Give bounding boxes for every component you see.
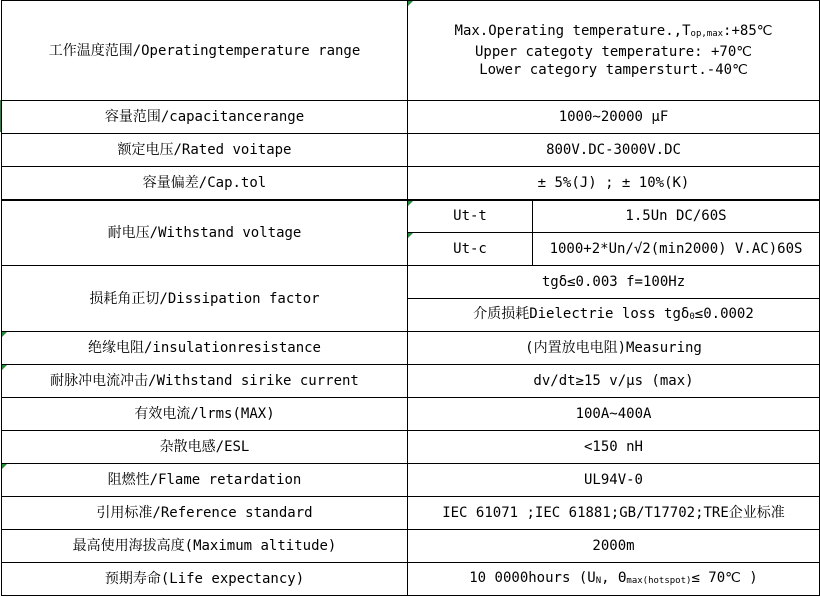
insulation-label[interactable]: 绝缘电阻/insulationresistance — [2, 332, 408, 365]
op-temp-value[interactable] — [408, 1, 820, 101]
dissipation-label[interactable]: 损耗角正切/Dissipation factor — [2, 266, 408, 332]
table-row — [2, 1, 820, 101]
op-temp-line2: Upper categoty temperature: +70℃ — [474, 44, 752, 60]
capacitance-value[interactable]: 1000~20000 μF — [408, 101, 820, 134]
withstand-ut-c-value[interactable]: 1000+2*Un/√2(min2000) V.AC)60S — [533, 233, 820, 266]
op-temp-label[interactable]: 工作温度范围/Operatingtemperature range — [2, 1, 408, 101]
table-row — [2, 530, 820, 563]
cap-tol-value[interactable]: ± 5%(J) ; ± 10%(K) — [408, 167, 820, 200]
cell-corner-marker — [408, 1, 413, 6]
rated-voltage-value[interactable]: 800V.DC-3000V.DC — [408, 134, 820, 167]
irms-value[interactable]: 100A~400A — [408, 398, 820, 431]
life-label[interactable]: 预期寿命(Life expectancy) — [2, 563, 408, 596]
cell-corner-marker — [2, 464, 7, 469]
life-value[interactable]: 10 0000hours ($U_N$, $\Theta_{max(hotspot)}\le$ 70℃ ) — [408, 563, 820, 596]
altitude-value[interactable]: 2000m — [408, 530, 820, 563]
cell-corner-marker — [2, 332, 7, 337]
withstand-ut-t-name[interactable]: Ut-t — [408, 200, 533, 233]
insulation-value[interactable]: (内置放电电阻)Measuring — [408, 332, 820, 365]
esl-label[interactable]: 杂散电感/ESL — [2, 431, 408, 464]
table-row — [2, 167, 820, 200]
reference-value[interactable]: IEC 61071 ;IEC 61881;GB/T17702;TRE企业标准 — [408, 497, 820, 530]
surge-value[interactable]: dv/dt≥15 v/μs (max) — [408, 365, 820, 398]
withstand-ut-c-name[interactable]: Ut-c — [408, 233, 533, 266]
spec-table — [1, 0, 820, 596]
table-row — [2, 200, 820, 233]
flame-label[interactable]: 阻燃性/Flame retardation — [2, 464, 408, 497]
table-row — [2, 365, 820, 398]
irms-label[interactable]: 有效电流/lrms(MAX) — [2, 398, 408, 431]
withstand-ut-t-value[interactable]: 1.5Un DC/60S — [533, 200, 820, 233]
capacitance-label[interactable]: 容量范围/capacitancerange — [2, 101, 408, 134]
table-row — [2, 398, 820, 431]
withstand-label[interactable]: 耐电压/Withstand voltage — [2, 200, 408, 266]
altitude-label[interactable]: 最高使用海拔高度(Maximum altitude) — [2, 530, 408, 563]
table-row — [2, 431, 820, 464]
op-temp-line1: Max.Operating $temperature.,T_{op,max}:+85℃$ — [454, 23, 773, 39]
esl-value[interactable]: <150 nH — [408, 431, 820, 464]
rated-voltage-label[interactable]: 额定电压/Rated voitape — [2, 134, 408, 167]
op-temp-line3: Lower category tampersturt.-40℃ — [479, 62, 748, 78]
flame-value[interactable]: UL94V-0 — [408, 464, 820, 497]
table-row — [2, 464, 820, 497]
dissipation-value-2[interactable]: 介质损耗Dielectrie loss tgδ$_0$≤0.0002 — [408, 299, 820, 332]
table-row — [2, 134, 820, 167]
cap-tol-label[interactable]: 容量偏差/Cap.tol — [2, 167, 408, 200]
table-row — [2, 497, 820, 530]
dissipation-value-1[interactable]: tgδ≤0.003 f=100Hz — [408, 266, 820, 299]
cell-corner-marker — [408, 201, 413, 206]
cell-corner-marker — [408, 233, 413, 238]
cell-corner-marker — [2, 365, 7, 370]
table-row — [2, 332, 820, 365]
surge-label[interactable]: 耐脉冲电流冲击/Withstand sirike current — [2, 365, 408, 398]
table-row — [2, 101, 820, 134]
reference-label[interactable]: 引用标准/Reference standard — [2, 497, 408, 530]
table-row — [2, 563, 820, 596]
table-row — [2, 266, 820, 299]
